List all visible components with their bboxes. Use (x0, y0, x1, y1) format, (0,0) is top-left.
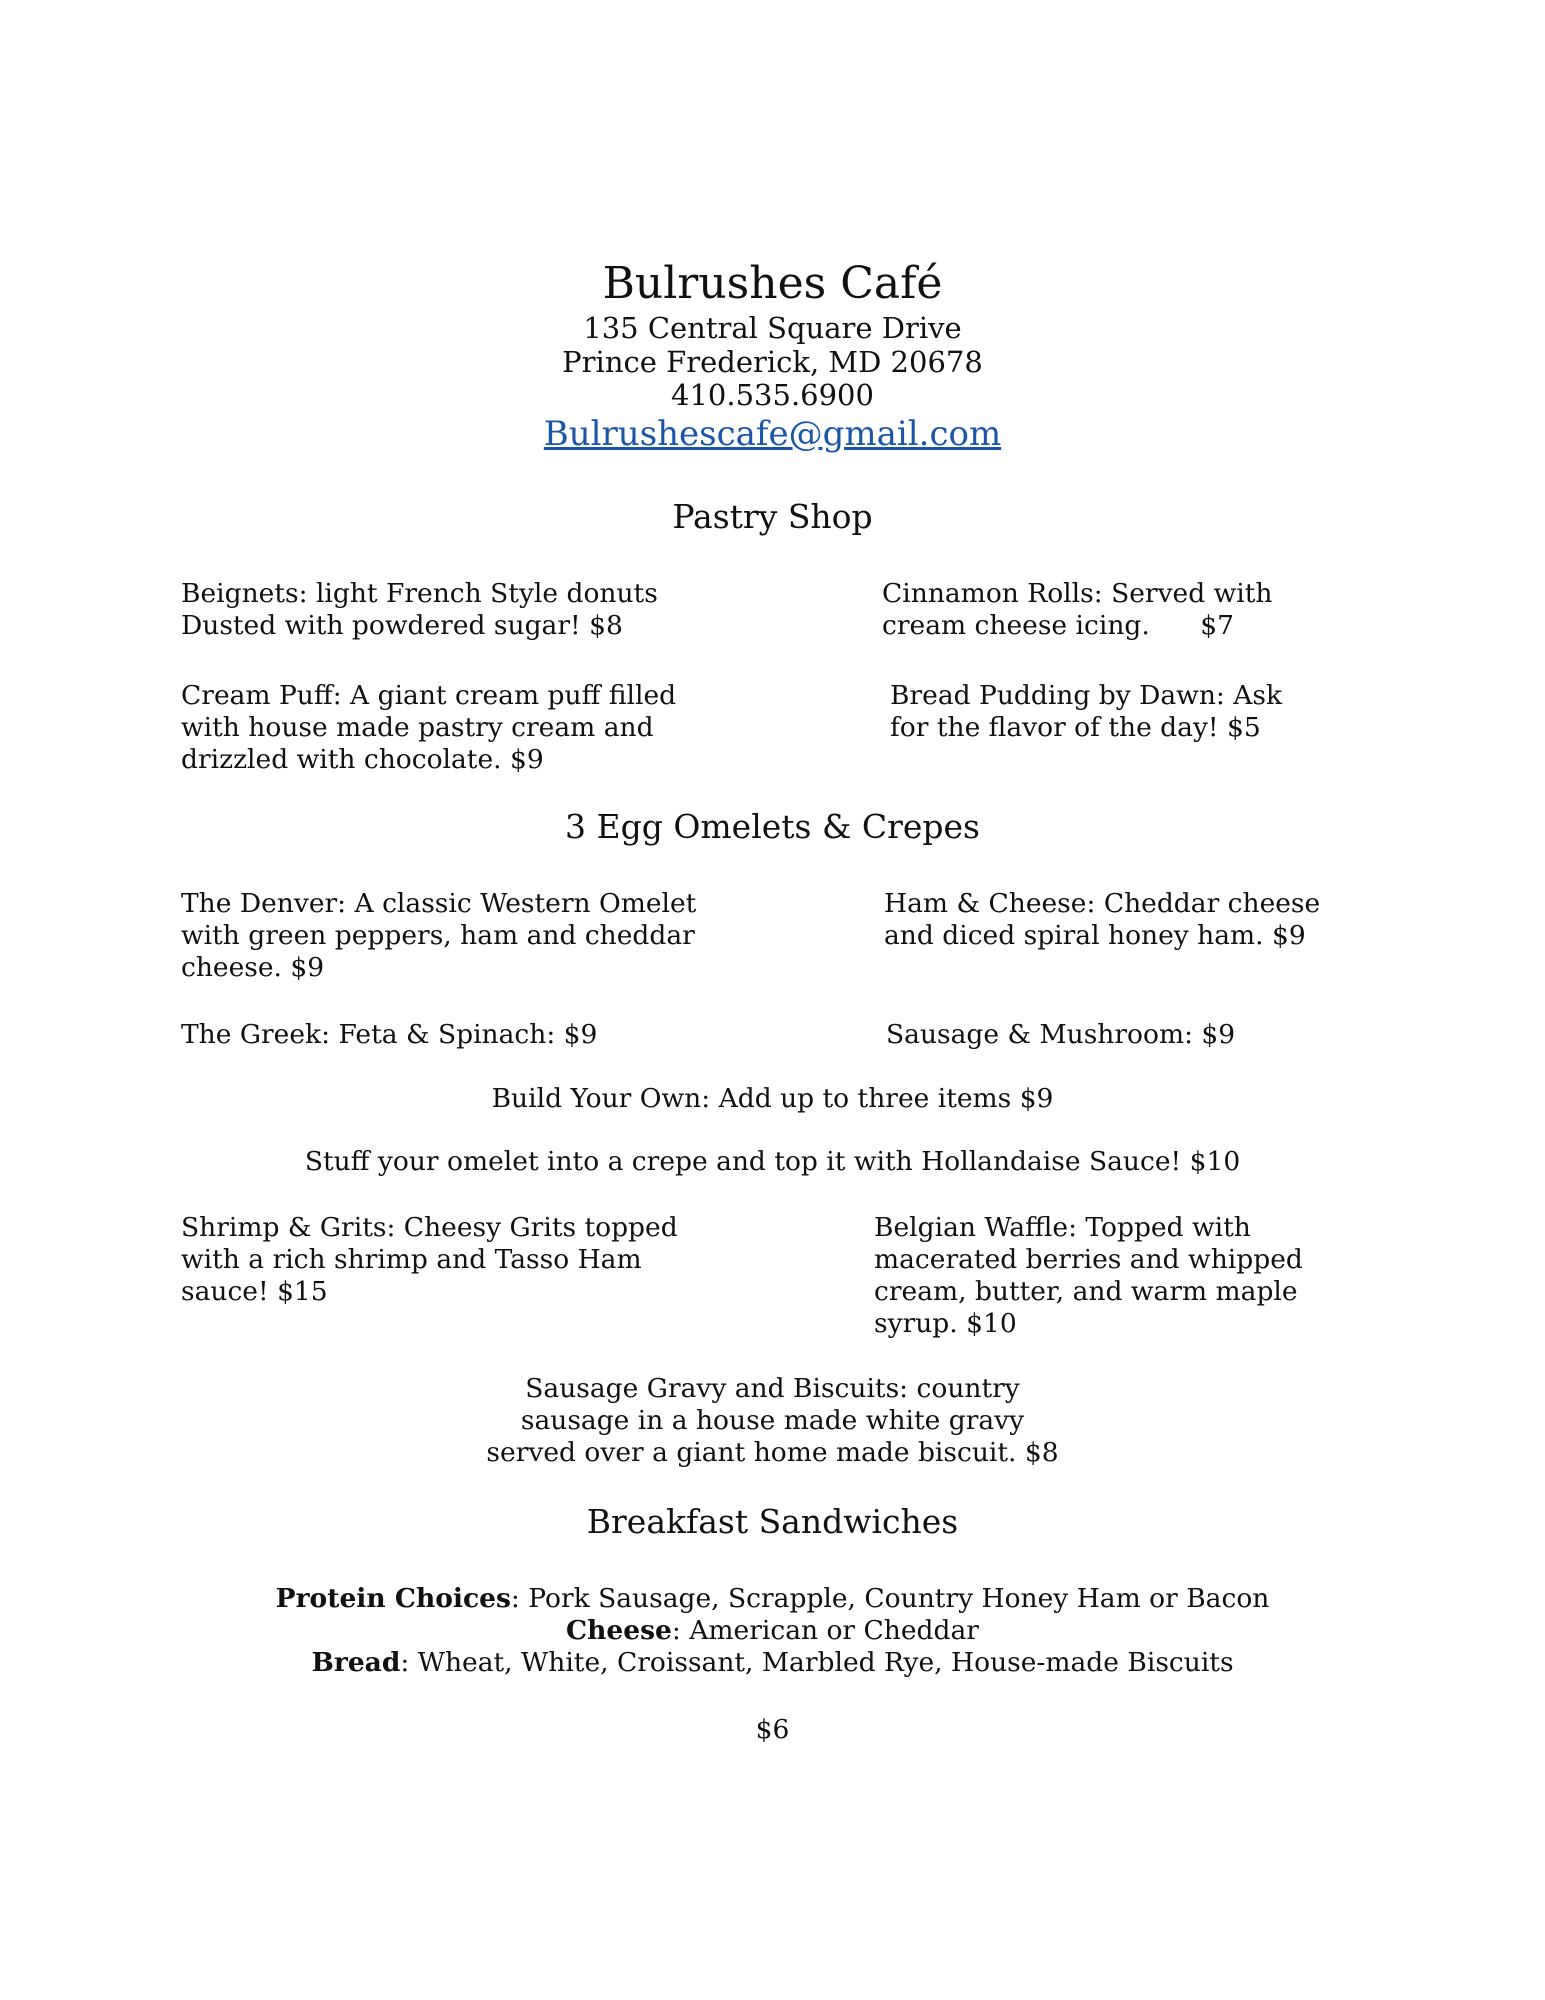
cheese-choices-line: Cheese: American or Cheddar (566, 1615, 979, 1646)
cinnamon-rolls-item: Cinnamon Rolls: Served with cream cheese icing. $7 (882, 578, 1273, 641)
denver-item: The Denver: A classic Western Omelet with green peppers, ham and cheddar cheese. $9 (181, 888, 697, 983)
address-line-1: 135 Central Square Drive (583, 311, 962, 345)
sandwich-price: $6 (755, 1714, 790, 1745)
omelets-heading: 3 Egg Omelets & Crepes (565, 807, 980, 846)
protein-choices-line: Protein Choices: Pork Sausage, Scrapple, Country Honey Ham or Bacon (275, 1583, 1270, 1614)
belgian-waffle-item: Belgian Waffle: Topped with macerated berries and whipped cream, butter, and warm maple syrup. $10 (874, 1212, 1303, 1339)
beignets-item: Beignets: light French Style donuts Dusted with powdered sugar! $8 (181, 578, 658, 641)
pastry-shop-heading: Pastry Shop (672, 497, 873, 536)
greek-item: The Greek: Feta & Spinach: $9 (181, 1019, 598, 1050)
ham-cheese-item: Ham & Cheese: Cheddar cheese and diced spiral honey ham. $9 (884, 888, 1321, 951)
sausage-mushroom-item: Sausage & Mushroom: $9 (886, 1019, 1236, 1050)
bread-choices-line: Bread: Wheat, White, Croissant, Marbled Rye, House-made Biscuits (311, 1647, 1234, 1678)
bread-pudding-item: Bread Pudding by Dawn: Ask for the flavor of the day! $5 (890, 680, 1283, 743)
sausage-gravy-item: Sausage Gravy and Biscuits: country sausage in a house made white gravy served over a giant home made biscuit. $8 (486, 1373, 1059, 1468)
sandwiches-heading: Breakfast Sandwiches (586, 1502, 959, 1541)
address-line-2: Prince Frederick, MD 20678 (562, 345, 983, 379)
shrimp-grits-item: Shrimp & Grits: Cheesy Grits topped with a rich shrimp and Tasso Ham sauce! $15 (181, 1212, 678, 1307)
phone-number: 410.535.6900 (671, 378, 874, 412)
cafe-title: Bulrushes Café (602, 258, 943, 309)
build-your-own-item: Build Your Own: Add up to three items $9 (491, 1083, 1054, 1114)
crepe-item: Stuff your omelet into a crepe and top it with Hollandaise Sauce! $10 (304, 1146, 1241, 1177)
email-link[interactable]: Bulrushescafe@gmail.com (543, 414, 1002, 454)
cream-puff-item: Cream Puff: A giant cream puff filled with house made pastry cream and drizzled with chocolate. $9 (181, 680, 677, 775)
